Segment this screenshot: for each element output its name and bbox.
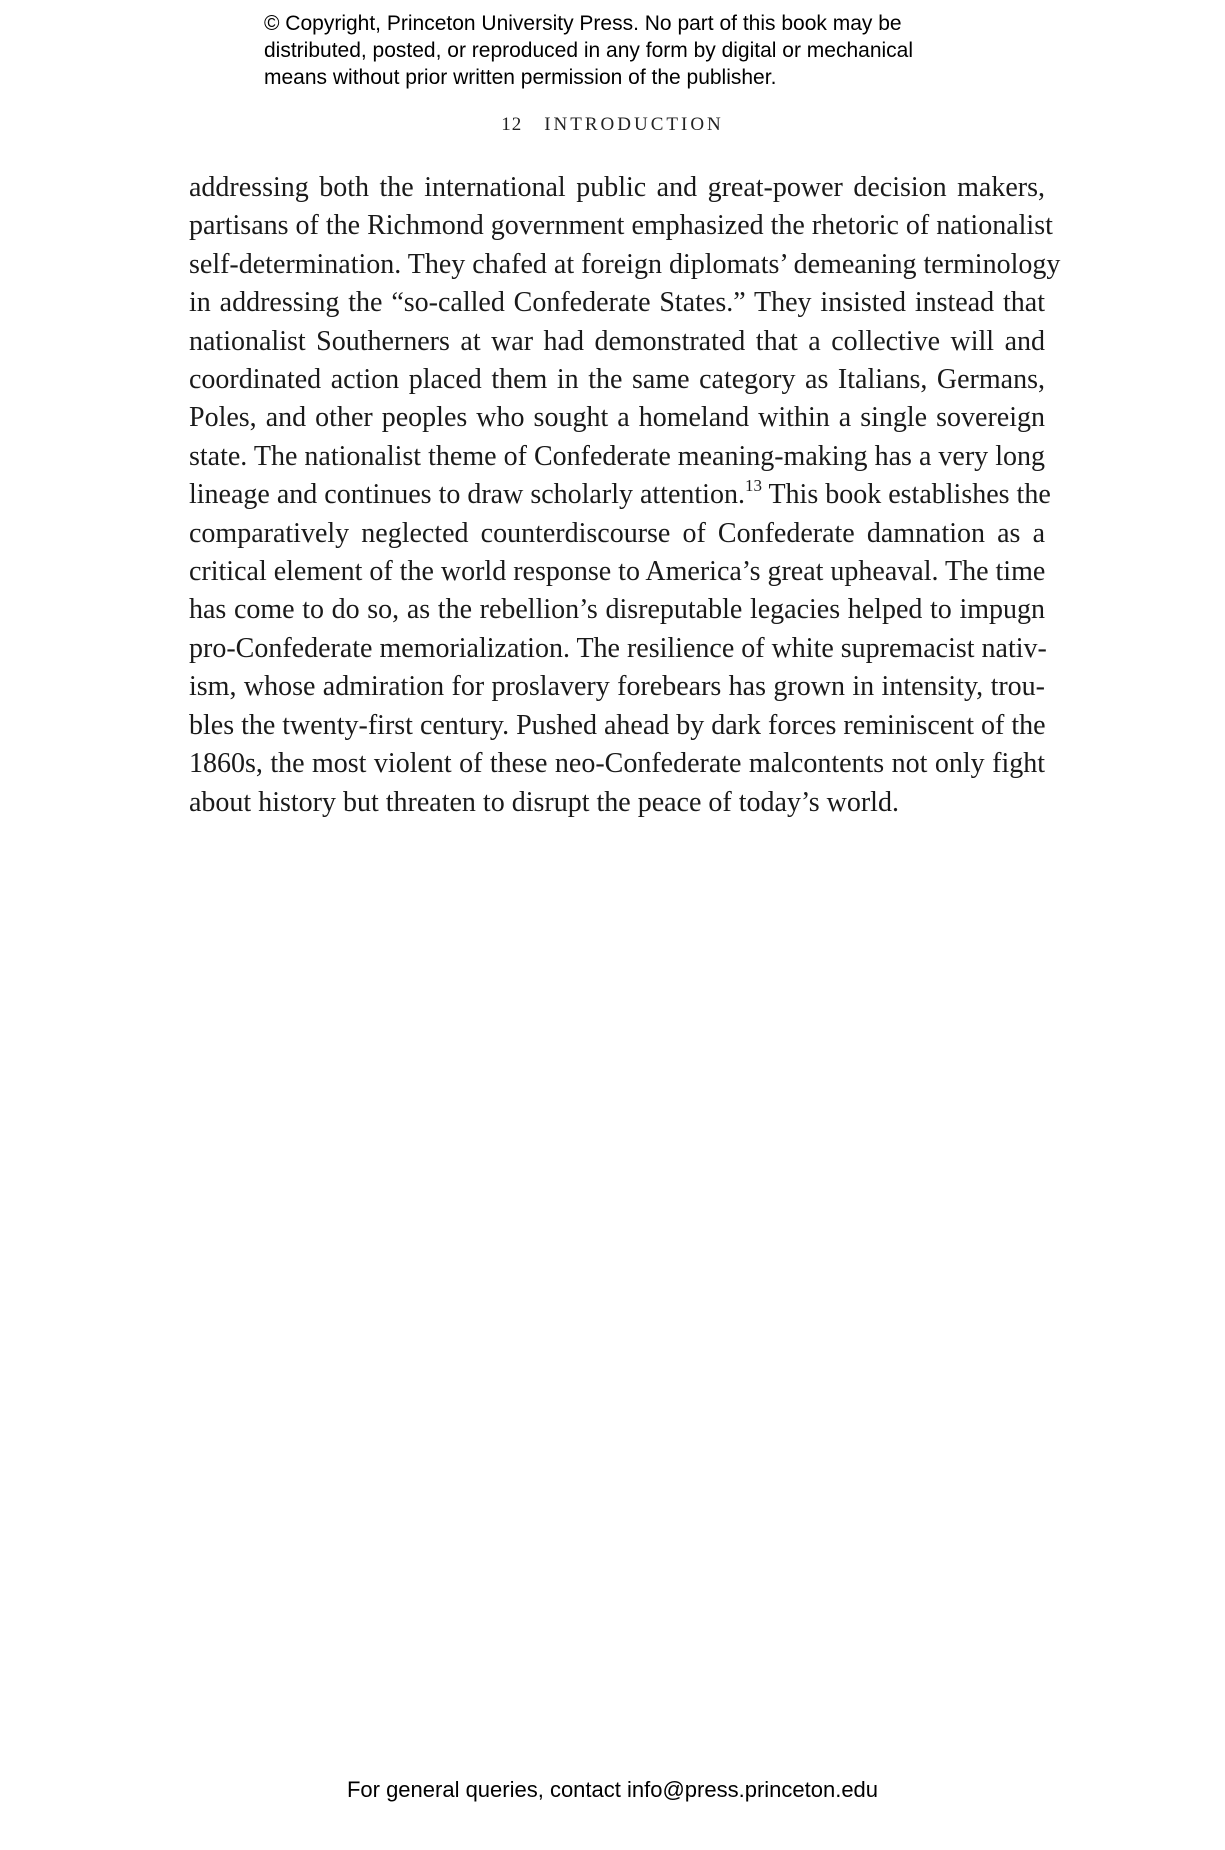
body-paragraph [189,169,1061,822]
section-title: INTRODUCTION [544,114,724,135]
text-line-end: This book establishes the [761,479,1051,511]
text-line: partisans of the Richmond government emphasized the rhetoric of nationalist [189,210,1053,242]
text-line: nationalist Southerners at war had demonstrated that a collective will and [189,325,1045,357]
text-line [189,475,1051,514]
text-line: Poles, and other peoples who sought a homeland within a single sovereign [189,402,1045,434]
text-line-start: lineage and continues to draw scholarly attention. [189,479,745,511]
text-line: state. The nationalist theme of Confederate meaning-making has a very long [189,440,1045,472]
copyright-line: means without prior written permission of the publisher. [264,66,777,89]
copyright-notice [264,10,1004,91]
copyright-line: © Copyright, Princeton University Press. No part of this book may be [264,12,902,35]
text-line: about history but threaten to disrupt the peace of today’s world. [189,786,899,818]
text-line: has come to do so, as the rebellion’s disreputable legacies helped to impugn [189,594,1045,626]
text-line: 1860s, the most violent of these neo-Confederate malcontents not only fight [189,748,1045,780]
text-line: critical element of the world response to America’s great upheaval. The time [189,556,1046,588]
running-head [0,112,1225,138]
text-line: addressing both the international public and great-power decision makers, [189,172,1045,203]
copyright-line: distributed, posted, or reproduced in any form by digital or mechanical [264,39,914,62]
text-line: self-determination. They chafed at foreign diplomats’ demeaning terminology [189,248,1061,280]
page-number: 12 [501,114,523,135]
text-line: ism, whose admiration for proslavery forebears has grown in intensity, trou- [189,671,1045,703]
footnote-reference[interactable]: 13 [744,475,762,495]
text-line: pro-Confederate memorialization. The resilience of white supremacist nativ- [189,632,1047,664]
text-line: comparatively neglected counterdiscourse of Confederate damnation as a [189,517,1045,549]
footer-contact: For general queries, contact info@press.princeton.edu [346,1777,879,1802]
text-line: in addressing the “so-called Confederate States.” They insisted instead that [189,287,1045,319]
text-line: coordinated action placed them in the same category as Italians, Germans, [189,364,1045,396]
text-line: bles the twenty-first century. Pushed ahead by dark forces reminiscent of the [189,709,1046,741]
